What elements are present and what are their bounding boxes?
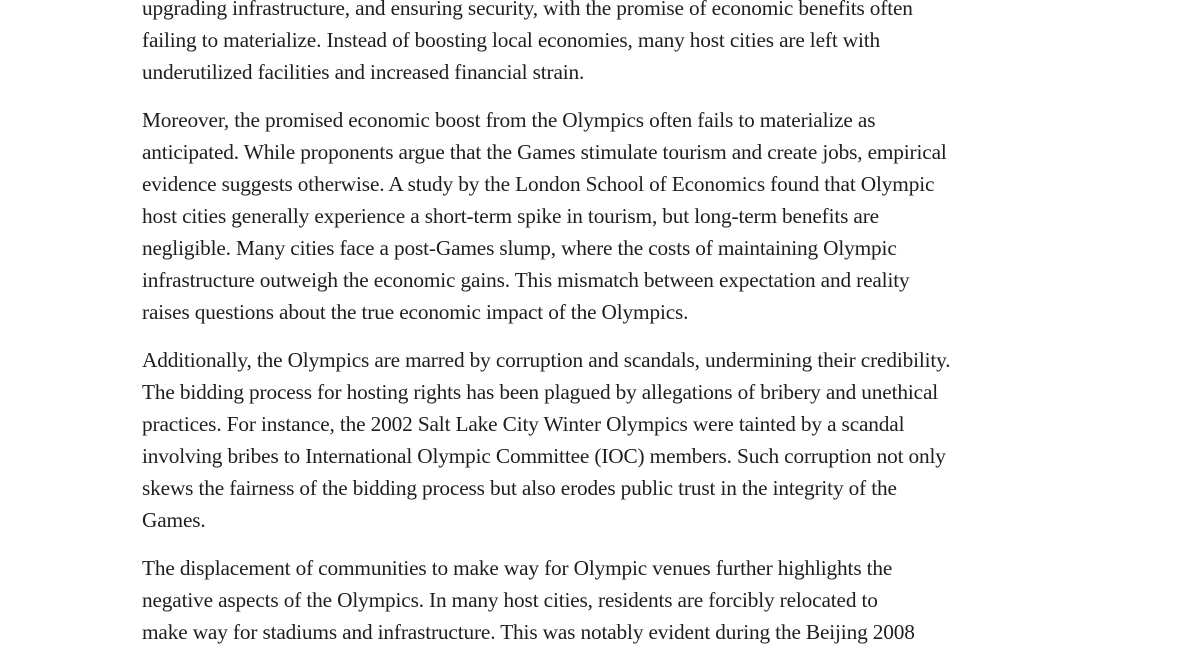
text-line: Additionally, the Olympics are marred by corruption and scandals, undermining their credibility.: [142, 348, 951, 372]
text-line: Games.: [142, 508, 206, 532]
essay-body: [142, 0, 1062, 664]
paragraph-infrastructure-costs: [142, 0, 1062, 88]
text-line: upgrading infrastructure, and ensuring security, with the promise of economic benefits often: [142, 0, 913, 20]
paragraph-corruption: [142, 344, 1062, 536]
text-line: raises questions about the true economic impact of the Olympics.: [142, 300, 689, 324]
text-line: underutilized facilities and increased financial strain.: [142, 60, 585, 84]
text-line: anticipated. While proponents argue that the Games stimulate tourism and create jobs, empirical: [142, 140, 947, 164]
text-line: infrastructure outweigh the economic gains. This mismatch between expectation and reality: [142, 268, 910, 292]
text-line: The displacement of communities to make way for Olympic venues further highlights the: [142, 556, 893, 580]
text-line: evidence suggests otherwise. A study by the London School of Economics found that Olympic: [142, 172, 935, 196]
text-line: Moreover, the promised economic boost from the Olympics often fails to materialize as: [142, 108, 876, 132]
text-line: negative aspects of the Olympics. In many host cities, residents are forcibly relocated to: [142, 588, 878, 612]
text-line: involving bribes to International Olympic Committee (IOC) members. Such corruption not only: [142, 444, 946, 468]
text-line: make way for stadiums and infrastructure. This was notably evident during the Beijing 2008: [142, 620, 915, 644]
paragraph-economic-boost: [142, 104, 1062, 328]
text-line: failing to materialize. Instead of boosting local economies, many host cities are left with: [142, 28, 881, 52]
text-line: host cities generally experience a short-term spike in tourism, but long-term benefits are: [142, 204, 879, 228]
paragraph-displacement: [142, 552, 1062, 648]
text-line: skews the fairness of the bidding process but also erodes public trust in the integrity of the: [142, 476, 897, 500]
text-line: negligible. Many cities face a post-Games slump, where the costs of maintaining Olympic: [142, 236, 897, 260]
text-line: The bidding process for hosting rights has been plagued by allegations of bribery and unethical: [142, 380, 939, 404]
text-line: practices. For instance, the 2002 Salt Lake City Winter Olympics were tainted by a scandal: [142, 412, 905, 436]
